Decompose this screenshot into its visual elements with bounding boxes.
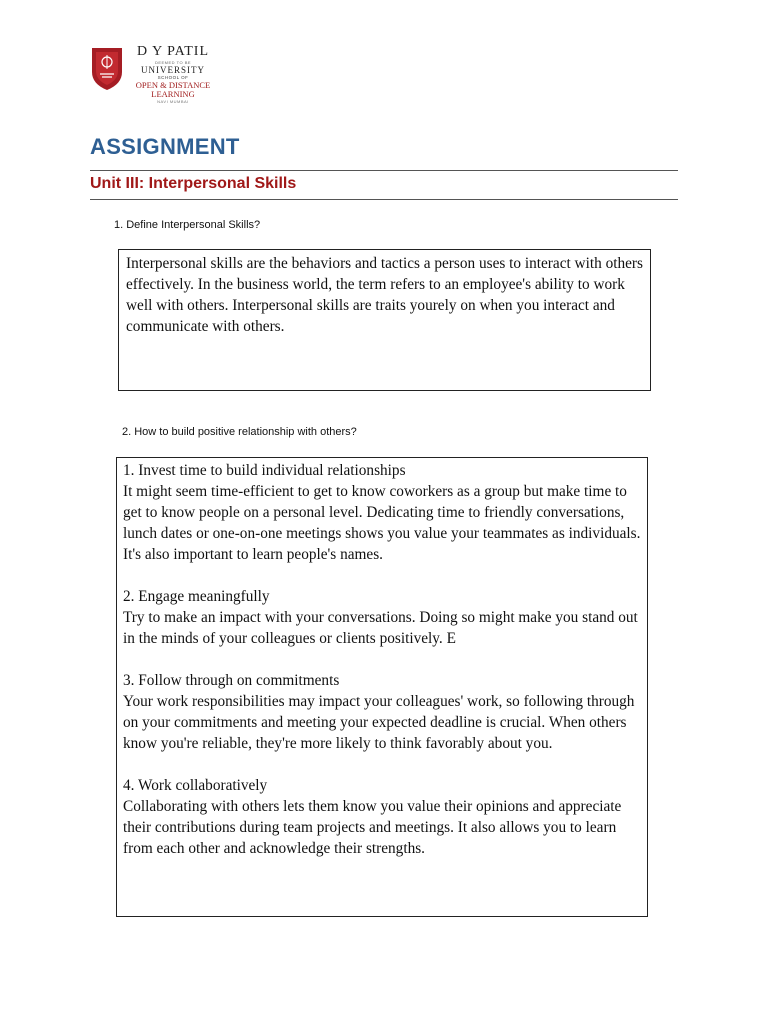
section-body: Your work responsibilities may impact your colleagues' work, so following through on your commitments and meeting your expected deadline is crucial. When others know you're reliable, they're more likely to think favorably about you. bbox=[123, 693, 635, 752]
divider bbox=[90, 199, 678, 200]
logo-wordmark bbox=[126, 44, 220, 104]
logo-established: DEEMED TO BE bbox=[154, 60, 192, 65]
answer-section bbox=[123, 460, 641, 565]
logo-university: UNIVERSITY bbox=[141, 65, 205, 75]
page-title: ASSIGNMENT bbox=[90, 134, 240, 159]
answer-section bbox=[123, 670, 641, 754]
logo-name: D Y PATIL bbox=[136, 44, 209, 59]
section-title: 1. Invest time to build individual relationships bbox=[123, 462, 406, 479]
answer-section bbox=[123, 775, 641, 859]
logo-line2: LEARNING bbox=[151, 89, 195, 99]
university-crest-icon bbox=[90, 46, 124, 92]
unit-title: Unit III: Interpersonal Skills bbox=[90, 175, 297, 192]
section-body: Collaborating with others lets them know you value their opinions and appreciate their contributions during team projects and meetings. It also allows you to learn from each other and acknowledge their strengths. bbox=[123, 798, 622, 857]
question-1: 1. Define Interpersonal Skills? bbox=[114, 219, 261, 231]
answer-section bbox=[123, 586, 641, 649]
section-title: 3. Follow through on commitments bbox=[123, 672, 340, 689]
section-body: It might seem time-efficient to get to know coworkers as a group but make time to get to know people on a personal level. Dedicating time to friendly conversations, lunch dates or one-on-one meetings shows you value your teammates as individuals. It's also important to learn people's names. bbox=[123, 483, 641, 563]
answer-box-1 bbox=[118, 249, 651, 391]
answer-1-text: Interpersonal skills are the behaviors and tactics a person uses to interact with others effectively. In the business world, the term refers to an employee's ability to work well with others. Interpersonal skills are traits yourely on when you interact and communicate with others. bbox=[126, 255, 643, 335]
logo-school: SCHOOL OF bbox=[157, 75, 189, 80]
section-title: 2. Engage meaningfully bbox=[123, 588, 270, 605]
section-title: 4. Work collaboratively bbox=[123, 777, 268, 794]
logo-line1: OPEN & DISTANCE bbox=[135, 80, 211, 90]
answer-box-2 bbox=[116, 457, 648, 917]
logo-city: NAVI MUMBAI bbox=[157, 99, 189, 104]
section-body: Try to make an impact with your conversations. Doing so might make you stand out in the minds of your colleagues or clients positively. E bbox=[123, 609, 638, 647]
divider bbox=[90, 170, 678, 171]
university-logo bbox=[90, 44, 220, 110]
question-2: 2. How to build positive relationship with others? bbox=[122, 426, 357, 438]
